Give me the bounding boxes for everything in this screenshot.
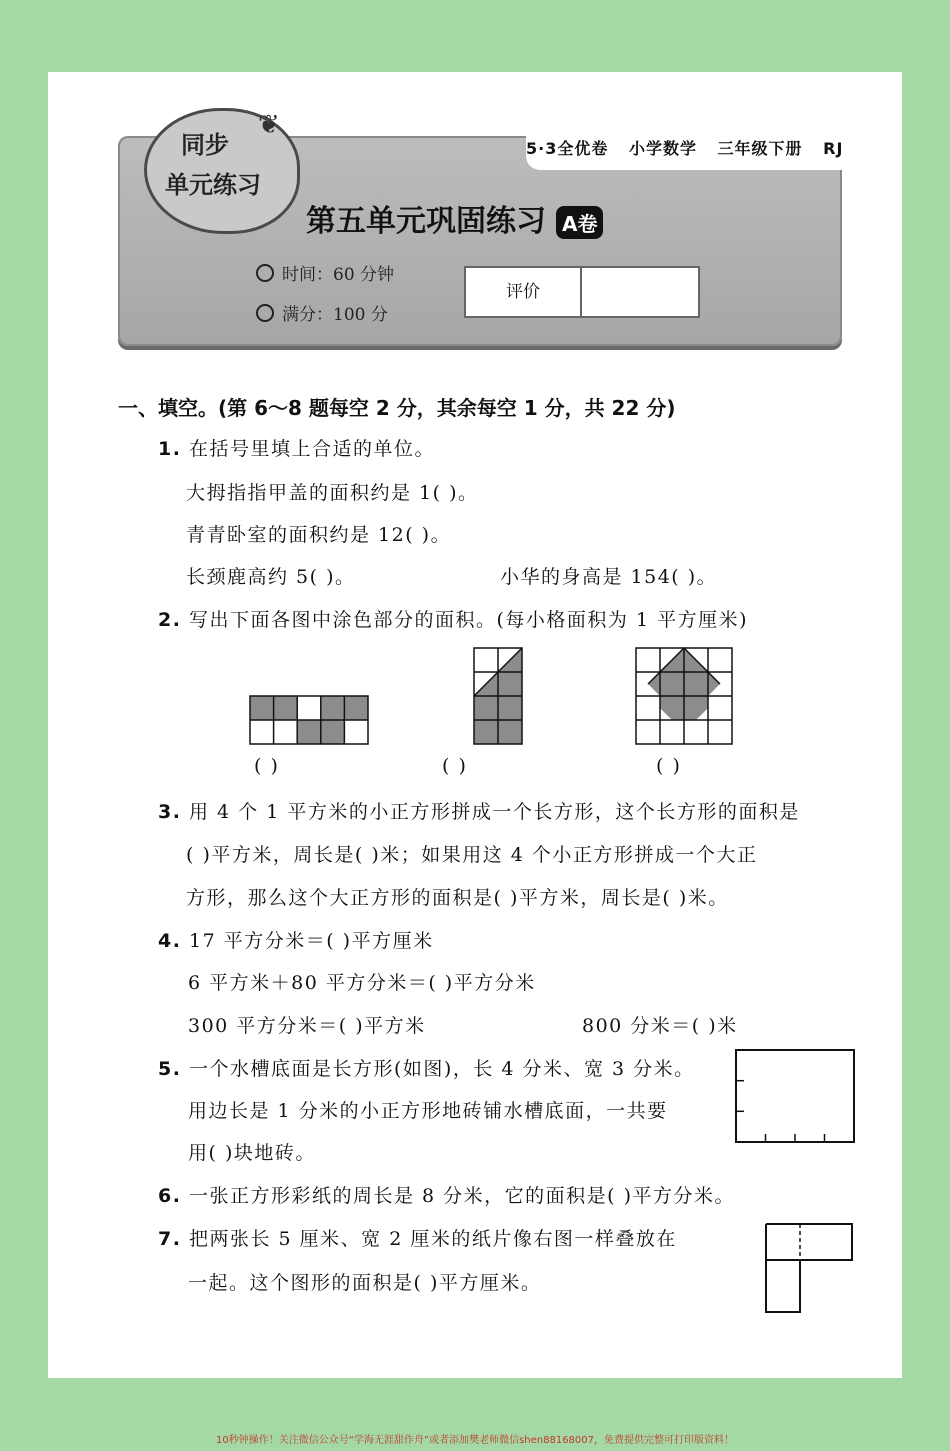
q5-figure-tank [736, 1050, 854, 1142]
shaded-cell [344, 696, 368, 720]
q1-stem [158, 434, 435, 461]
q2-answer-2[interactable]: ( ) [442, 755, 468, 777]
q4-item-c: 300 平方分米＝( )平方米 [188, 1015, 426, 1037]
q5-number: 5. [158, 1058, 182, 1080]
q7-line1 [158, 1224, 677, 1251]
evaluation-label: 评价 [466, 268, 582, 316]
q3-text-1: 用 4 个 1 平方米的小正方形拼成一个长方形，这个长方形的面积是 [189, 801, 800, 823]
q3-number: 3. [158, 801, 182, 823]
q5-line3: 用( )块地砖。 [188, 1142, 316, 1164]
sprout-icon: ❦ [258, 110, 280, 140]
q2-figure-1 [250, 696, 368, 744]
footer-note: 10秒钟操作！关注微信公众号“学海无涯甜作舟”或者添加樊老师微信shen88168007，免费提供完整可打印版资料！ [215, 1435, 735, 1446]
shaded-cell [274, 696, 298, 720]
q7-figure-overlap [766, 1224, 852, 1312]
clock-icon [256, 264, 274, 282]
q2-number: 2. [158, 609, 182, 631]
time-info [256, 260, 394, 285]
time-text: 时间：60 分钟 [282, 265, 395, 285]
title-text: 第五单元巩固练习 [306, 204, 546, 239]
q2-figure-2 [474, 648, 522, 744]
badge-line2: 单元练习 [165, 171, 261, 199]
score-info [256, 300, 388, 325]
shaded-cell [474, 696, 498, 720]
section-title: 一、填空。(第 6～8 题每空 2 分，其余每空 1 分，共 22 分) [118, 396, 676, 420]
grade-name: 三年级下册 [717, 139, 803, 158]
q2-text: 写出下面各图中涂色部分的面积。(每小格面积为 1 平方厘米) [189, 609, 748, 631]
evaluation-field[interactable] [582, 268, 698, 316]
shaded-cell [297, 720, 321, 744]
shaded-cell [498, 672, 522, 696]
q4-item-a [158, 926, 434, 953]
q2-stem [158, 605, 748, 632]
q2-figure-3 [636, 648, 732, 744]
score-text: 满分：100 分 [282, 305, 388, 325]
check-icon [256, 304, 274, 322]
edition-name: RJ [823, 139, 844, 158]
q6-number: 6. [158, 1185, 182, 1207]
q7-line2: 一起。这个图形的面积是( )平方厘米。 [188, 1272, 542, 1294]
q1-item-c: 长颈鹿高约 5( )。 [186, 566, 356, 588]
q3-line3: 方形，那么这个大正方形的面积是( )平方米，周长是( )米。 [186, 887, 729, 909]
q6-line [158, 1181, 735, 1208]
worksheet-page [48, 72, 902, 1378]
q4-item-d: 800 分米＝( )米 [582, 1015, 738, 1037]
shaded-cell [321, 696, 345, 720]
badge-line1: 同步 [181, 131, 229, 159]
q3-line1 [158, 797, 800, 824]
q5-line2: 用边长是 1 分米的小正方形地砖铺水槽底面，一共要 [188, 1100, 668, 1122]
q4-number: 4. [158, 930, 182, 952]
series-name: 5·3全优卷 [526, 139, 609, 158]
q6-text: 一张正方形彩纸的周长是 8 分米，它的面积是( )平方分米。 [189, 1185, 736, 1207]
q1-number: 1. [158, 438, 182, 460]
page-title [306, 196, 603, 240]
q7-number: 7. [158, 1228, 182, 1250]
shaded-cell [498, 720, 522, 744]
q5-line1 [158, 1054, 695, 1081]
q1-item-a: 大拇指指甲盖的面积约是 1( )。 [186, 482, 479, 504]
q2-answer-1[interactable]: ( ) [254, 755, 280, 777]
shaded-cell [498, 696, 522, 720]
subject-name: 小学数学 [628, 139, 697, 158]
q2-answer-3[interactable]: ( ) [656, 755, 682, 777]
evaluation-box [464, 266, 700, 318]
q1-item-d: 小华的身高是 154( )。 [500, 566, 718, 588]
q3-line2: ( )平方米，周长是( )米；如果用这 4 个小正方形拼成一个大正 [186, 844, 758, 866]
paper-tag: A卷 [556, 206, 603, 239]
q4-text-a: 17 平方分米＝( )平方厘米 [189, 930, 434, 952]
shaded-cell [250, 696, 274, 720]
shaded-cell [474, 720, 498, 744]
shaded-cell [321, 720, 345, 744]
q5-text-1: 一个水槽底面是长方形(如图)，长 4 分米、宽 3 分米。 [189, 1058, 695, 1080]
q4-item-b: 6 平方米＋80 平方分米＝( )平方分米 [188, 972, 536, 994]
q1-text: 在括号里填上合适的单位。 [189, 438, 436, 460]
q1-item-b: 青青卧室的面积约是 12( )。 [186, 524, 452, 546]
series-line [526, 136, 857, 159]
q7-text-1: 把两张长 5 厘米、宽 2 厘米的纸片像右图一样叠放在 [189, 1228, 677, 1250]
